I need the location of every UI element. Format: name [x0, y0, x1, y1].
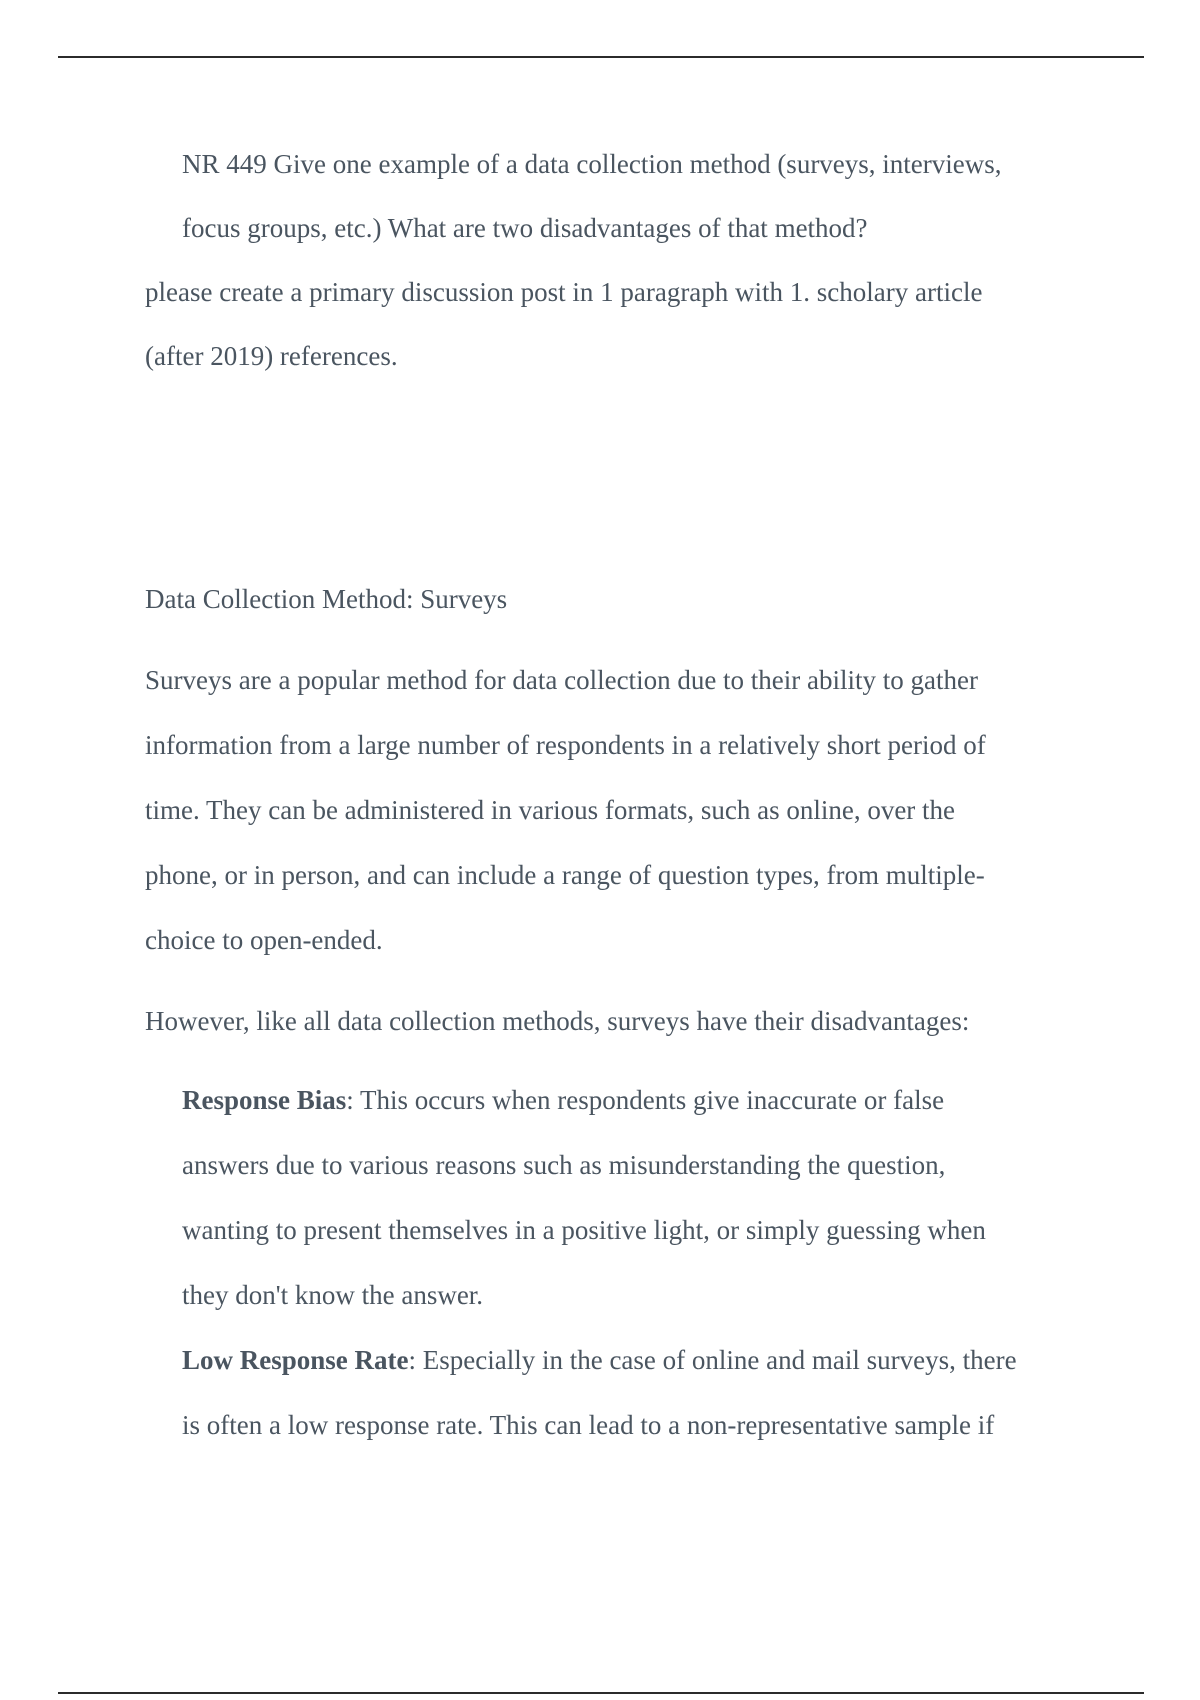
paragraph-1-line: time. They can be administered in various formats, such as online, over the	[145, 795, 956, 825]
paragraph-1-line: phone, or in person, and can include a range of question types, from multiple-	[145, 860, 985, 890]
disadvantage-continuation: they don't know the answer.	[182, 1280, 484, 1310]
paragraph-1-line: information from a large number of respondents in a relatively short period of	[145, 730, 986, 760]
disadvantage-term: Low Response Rate	[182, 1345, 409, 1375]
instruction-line-2: (after 2019) references.	[145, 341, 398, 371]
disadvantage-item-2	[182, 1344, 1017, 1377]
question-line-1: NR 449 Give one example of a data collection method (surveys, interviews,	[182, 149, 1002, 179]
top-rule	[58, 56, 1144, 58]
disadvantage-continuation: answers due to various reasons such as misunderstanding the question,	[182, 1150, 946, 1180]
paragraph-2: However, like all data collection methods, surveys have their disadvantages:	[145, 1006, 970, 1036]
paragraph-1-line: Surveys are a popular method for data collection due to their ability to gather	[145, 665, 978, 695]
section-heading: Data Collection Method: Surveys	[145, 584, 508, 614]
disadvantage-text: : This occurs when respondents give inaccurate or false	[346, 1085, 945, 1115]
question-line-2: focus groups, etc.) What are two disadvantages of that method?	[182, 213, 868, 243]
instruction-line-1: please create a primary discussion post in 1 paragraph with 1. scholary article	[145, 277, 983, 307]
disadvantage-continuation: wanting to present themselves in a positive light, or simply guessing when	[182, 1215, 986, 1245]
disadvantage-text: : Especially in the case of online and mail surveys, there	[408, 1345, 1017, 1375]
disadvantage-item-1	[182, 1084, 944, 1117]
paragraph-1-line: choice to open-ended.	[145, 925, 383, 955]
bottom-rule	[58, 1692, 1144, 1694]
disadvantage-term: Response Bias	[182, 1085, 347, 1115]
disadvantage-continuation: is often a low response rate. This can lead to a non-representative sample if	[182, 1410, 995, 1440]
